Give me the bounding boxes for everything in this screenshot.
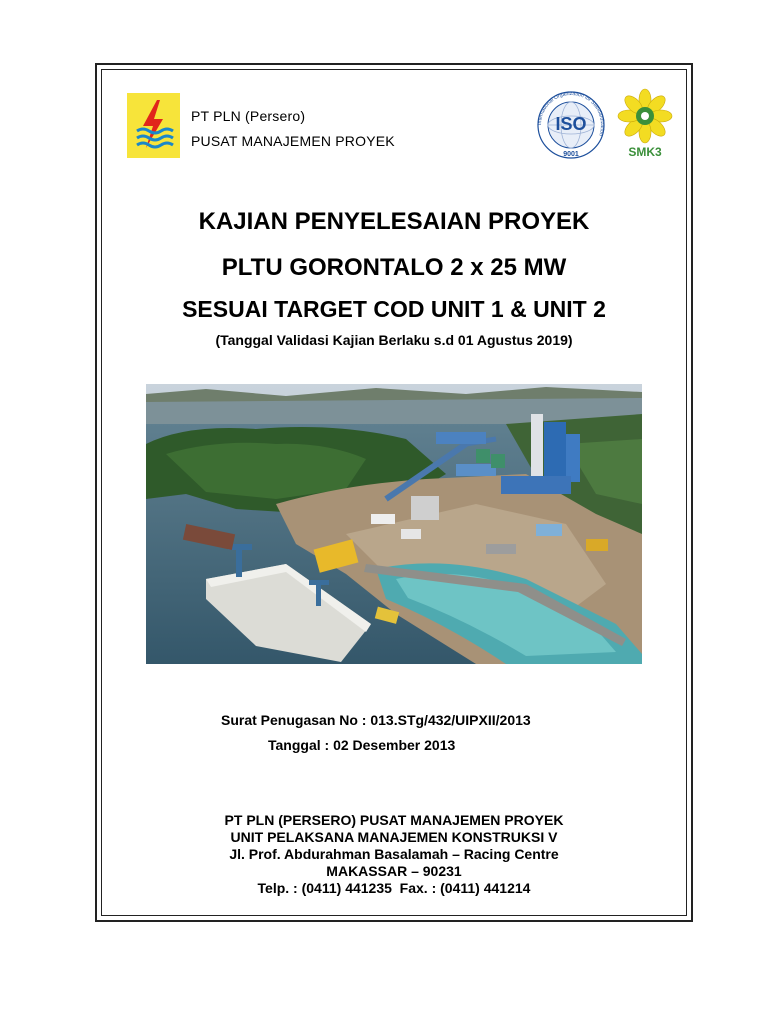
iso-9001-logo-icon	[535, 90, 607, 160]
footer-line-3: Jl. Prof. Abdurahman Basalamah – Racing Centre	[229, 846, 559, 862]
iso-ring-text: International Organization for Standardization	[536, 90, 606, 137]
iso-text: ISO	[555, 114, 587, 134]
smk3-logo-icon	[611, 88, 679, 160]
validity-note: (Tanggal Validasi Kajian Berlaku s.d 01 Agustus 2019)	[215, 332, 573, 348]
smk3-text: SMK3	[628, 145, 662, 159]
company-name: PT PLN (Persero)	[191, 108, 306, 124]
title-line-2: PLTU GORONTALO 2 x 25 MW	[221, 254, 567, 281]
power-plant-aerial-photo	[146, 384, 642, 664]
pln-logo-icon	[127, 93, 180, 158]
title-line-3: SESUAI TARGET COD UNIT 1 & UNIT 2	[182, 296, 606, 322]
footer-line-4: MAKASSAR – 90231	[326, 863, 462, 879]
title-line-1: KAJIAN PENYELESAIAN PROYEK	[198, 208, 590, 235]
assignment-letter-number: Surat Penugasan No : 013.STg/432/UIPXII/2013	[221, 712, 531, 728]
iso-sub-text: 9001	[563, 151, 579, 158]
footer-line-5: Telp. : (0411) 441235 Fax. : (0411) 441214	[257, 880, 531, 896]
footer-line-2: UNIT PELAKSANA MANAJEMEN KONSTRUKSI V	[230, 829, 558, 845]
assignment-date: Tanggal : 02 Desember 2013	[268, 737, 456, 753]
footer-line-1: PT PLN (PERSERO) PUSAT MANAJEMEN PROYEK	[224, 812, 564, 828]
footer-address	[101, 812, 687, 897]
unit-name: PUSAT MANAJEMEN PROYEK	[191, 133, 395, 149]
